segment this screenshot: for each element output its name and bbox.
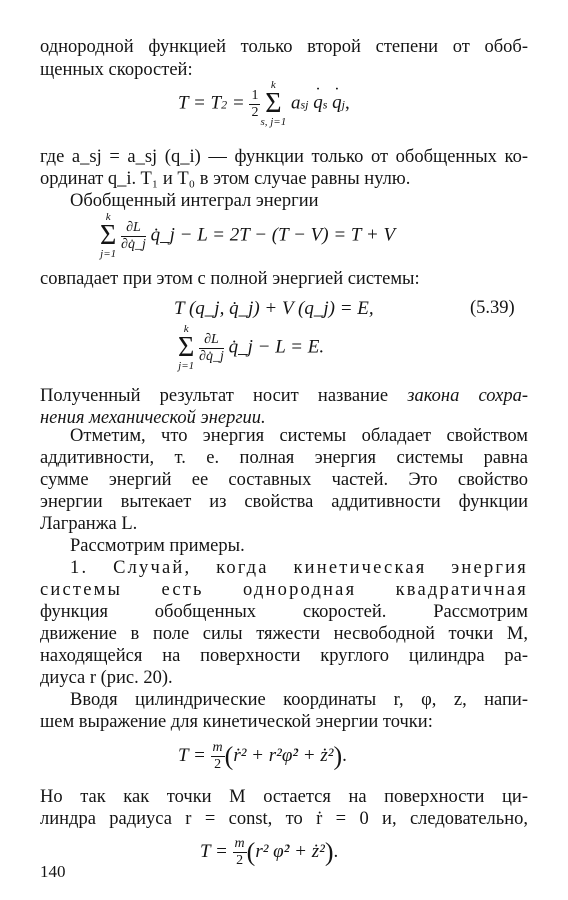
summation-sign: k Σ s, j=1 <box>260 79 287 128</box>
text-line: где a_sj = a_sj (q_i) — функции только от обобщенных ко- <box>40 147 528 167</box>
equation-kinetic-energy: T = T2 = $\frac{1}{2}$ k Σ s, j=1 asj q ·s q ·j, <box>178 80 350 128</box>
text-line: Рассмотрим примеры. <box>70 536 245 556</box>
text-line: однородной функцией только второй степени от обоб- <box>40 37 528 57</box>
text-line: аддитивности, т. е. полная энергия системы равна <box>40 448 528 468</box>
text-line: совпадает при этом с полной энергией системы: <box>40 269 420 289</box>
summation-sign: k Σ j=1 <box>100 211 117 260</box>
equation-energy-conservation: T (q_j, q̇_j) + V (q_j) = E, <box>174 298 374 319</box>
text-line: Полученный результат носит название закона сохра- <box>40 386 528 406</box>
text-line: энергии вытекает из свойства аддитивности функции <box>40 492 528 512</box>
text-line: Обобщенный интеграл энергии <box>70 191 319 211</box>
text-line-spaced: 1. Случай, когда кинетическая энергия <box>70 558 528 578</box>
text-line: Отметим, что энергия системы обладает свойством <box>70 426 528 446</box>
equation-energy-conservation-2: k Σ j=1 $\frac{\partial L}{\partial q̇\_j}$ q̇_j − L = E. <box>178 323 325 372</box>
text-line: щенных скоростей: <box>40 60 193 80</box>
text-line: сумме энергий ее составных частей. Это свойство <box>40 470 528 490</box>
text-line: линдра радиуса r = const, то ṙ = 0 и, следовательно, <box>40 809 528 829</box>
text-line: функция обобщенных скоростей. Рассмотрим <box>40 602 528 622</box>
fraction-m-half: $\frac{m}{2}$ <box>234 836 245 868</box>
italic-term: нения механической энергии. <box>40 408 266 428</box>
text-line: диуса r (рис. 20). <box>40 668 173 688</box>
equation-kinetic-cylindrical: T = $\frac{m}{2}$ (ṙ² + r²φ̇² + ż²). <box>178 740 347 772</box>
equation-kinetic-reduced: T = $\frac{m}{2}$ (r² φ̇² + ż²). <box>200 836 339 868</box>
fraction-partial: $\frac{\partial L}{\partial q̇\_j}$ <box>121 219 146 252</box>
fraction-partial: $\frac{\partial L}{\partial q̇\_j}$ <box>199 331 224 364</box>
equation-energy-integral: k Σ j=1 $\frac{\partial L}{\partial q̇\_j}$ q̇_j − L = 2T − (T − V) = T + V <box>100 211 396 260</box>
italic-term: закона сохра- <box>407 386 528 406</box>
text-line: Но так как точки M остается на поверхности ци- <box>40 787 528 807</box>
text-line: Вводя цилиндрические координаты r, φ, z, напи- <box>70 690 528 710</box>
fraction-m-half: $\frac{m}{2}$ <box>212 740 223 772</box>
text-line: находящейся на поверхности круглого цилиндра ра- <box>40 646 528 666</box>
text-line: движение в поле силы тяжести несвободной точки M, <box>40 624 528 644</box>
text-line-spaced: системы есть однородная квадратичная <box>40 580 528 600</box>
summation-sign: k Σ j=1 <box>178 323 195 372</box>
page-number: 140 <box>40 862 66 881</box>
text-line: ординат q_i. T₁ и T₀ в этом случае равны нулю. <box>40 169 411 189</box>
fraction-half: $\frac{1}{2}$ <box>251 87 259 120</box>
text-line: Лагранжа L. <box>40 514 138 534</box>
text-line: шем выражение для кинетической энергии точки: <box>40 712 433 732</box>
equation-number: (5.39) <box>470 298 515 318</box>
